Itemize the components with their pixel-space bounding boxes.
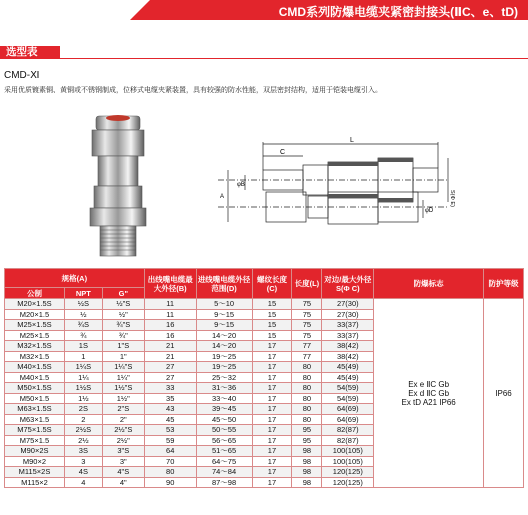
header-protection: 防护等级 (484, 269, 524, 299)
table-cell: 4 (64, 477, 102, 488)
table-cell: 11 (144, 309, 196, 320)
table-cell: 2S (64, 404, 102, 415)
table-cell: 19～25 (196, 351, 252, 362)
table-cell: 1 (64, 351, 102, 362)
dim-label-l: L (350, 137, 354, 144)
table-cell: 43 (144, 404, 196, 415)
table-cell: M25×1.5 (5, 330, 65, 341)
table-cell: 35 (144, 393, 196, 404)
header-metric: 公制 (5, 288, 65, 299)
table-cell: 17 (252, 446, 292, 457)
table-cell: 31～36 (196, 383, 252, 394)
product-photo (78, 112, 158, 260)
table-cell: 17 (252, 456, 292, 467)
table-cell: 50～55 (196, 425, 252, 436)
table-cell: M40×1.5 (5, 372, 65, 383)
table-cell: 80 (292, 383, 322, 394)
table-cell: 98 (292, 446, 322, 457)
table-cell: 17 (252, 477, 292, 488)
table-cell: 98 (292, 456, 322, 467)
table-cell: 98 (292, 467, 322, 478)
section-divider (0, 58, 528, 59)
table-cell: 15 (252, 309, 292, 320)
table-cell: ¾"S (102, 320, 144, 331)
header-cable-od: 出线嘴电缆最大外径(B) (144, 269, 196, 299)
table-cell: 15 (252, 320, 292, 331)
table-cell: 98 (292, 477, 322, 488)
table-cell: ½S (64, 299, 102, 310)
ex-mark-line: Ex e ⅡC Gb (408, 379, 450, 389)
dim-label-s: S(Φ E) (449, 190, 455, 207)
header-ex-mark: 防爆标志 (374, 269, 484, 299)
table-cell: 45 (144, 414, 196, 425)
table-cell: 64 (144, 446, 196, 457)
table-cell: 95 (292, 435, 322, 446)
header-g: G" (102, 288, 144, 299)
table-cell: M32×1.5 (5, 351, 65, 362)
table-cell: 17 (252, 435, 292, 446)
table-cell: 38(42) (322, 351, 374, 362)
table-cell: 1S (64, 341, 102, 352)
ex-mark-line: Ex d ⅡC Gb (408, 388, 450, 398)
table-cell: 4" (102, 477, 144, 488)
table-cell: 80 (292, 414, 322, 425)
table-cell: 80 (292, 393, 322, 404)
table-cell: 9～15 (196, 320, 252, 331)
table-cell: M63×1.5S (5, 404, 65, 415)
table-cell: 45(49) (322, 372, 374, 383)
table-row (5, 299, 524, 310)
table-cell: 80 (292, 362, 322, 373)
table-cell: 1½ (64, 393, 102, 404)
table-cell: 1¼" (102, 372, 144, 383)
table-cell: 33～40 (196, 393, 252, 404)
table-cell: 80 (292, 404, 322, 415)
table-cell: M40×1.5S (5, 362, 65, 373)
dim-label-phib: φB (237, 182, 245, 188)
table-cell: 82(87) (322, 435, 374, 446)
table-cell: 33 (144, 383, 196, 394)
table-cell: ½ (64, 309, 102, 320)
table-cell: 2½"S (102, 425, 144, 436)
table-cell: 17 (252, 372, 292, 383)
table-cell: 77 (292, 351, 322, 362)
table-cell: 11 (144, 299, 196, 310)
table-cell: 4"S (102, 467, 144, 478)
table-cell: 17 (252, 362, 292, 373)
table-cell: 75 (292, 309, 322, 320)
table-cell: 25～32 (196, 372, 252, 383)
table-cell: M25×1.5S (5, 320, 65, 331)
table-cell: 16 (144, 330, 196, 341)
ex-mark-line: Ex tD A21 IP66 (401, 397, 456, 407)
table-cell: 15 (252, 299, 292, 310)
table-cell: 53 (144, 425, 196, 436)
table-cell: 64(69) (322, 414, 374, 425)
dim-label-a: A (220, 194, 225, 200)
table-cell: ½"S (102, 299, 144, 310)
table-cell: 2½" (102, 435, 144, 446)
table-cell: 14～20 (196, 330, 252, 341)
table-cell: 56～65 (196, 435, 252, 446)
header-thread-len: 螺纹长度(C) (252, 269, 292, 299)
table-cell: 1¼"S (102, 362, 144, 373)
table-cell: 15 (252, 330, 292, 341)
table-cell: 1½" (102, 393, 144, 404)
table-cell: 120(125) (322, 477, 374, 488)
table-cell: M115×2 (5, 477, 65, 488)
table-cell: 100(105) (322, 456, 374, 467)
table-cell: ¾S (64, 320, 102, 331)
table-cell: 54(59) (322, 383, 374, 394)
table-cell: 17 (252, 404, 292, 415)
table-cell: M32×1.5S (5, 341, 65, 352)
table-cell: 1½S (64, 383, 102, 394)
header-length: 长度(L) (292, 269, 322, 299)
ex-mark-cell (374, 299, 484, 488)
table-cell: 80 (292, 372, 322, 383)
table-cell: 3" (102, 456, 144, 467)
dim-label-c: C (280, 149, 286, 156)
technical-drawing (208, 130, 463, 250)
table-cell: 1" (102, 351, 144, 362)
table-cell: 75 (292, 320, 322, 331)
table-cell: 27 (144, 372, 196, 383)
table-cell: 64(69) (322, 404, 374, 415)
table-cell: 87～98 (196, 477, 252, 488)
table-cell: 120(125) (322, 467, 374, 478)
table-cell: M90×2 (5, 456, 65, 467)
header-npt: NPT (64, 288, 102, 299)
table-cell: 1½"S (102, 383, 144, 394)
table-cell: 17 (252, 383, 292, 394)
table-cell: 17 (252, 425, 292, 436)
table-cell: 1¼ (64, 372, 102, 383)
table-cell: 80 (144, 467, 196, 478)
table-cell: 100(105) (322, 446, 374, 457)
table-cell: ¾" (102, 330, 144, 341)
table-cell: 17 (252, 414, 292, 425)
table-cell: 14～20 (196, 341, 252, 352)
header-cable-range: 进线嘴电缆外径范围(D) (196, 269, 252, 299)
table-cell: 33(37) (322, 320, 374, 331)
header-spec: 规格(A) (5, 269, 145, 288)
table-cell: M20×1.5S (5, 299, 65, 310)
table-cell: 39～45 (196, 404, 252, 415)
table-cell: M115×2S (5, 467, 65, 478)
table-cell: 2 (64, 414, 102, 425)
table-cell: 3S (64, 446, 102, 457)
table-cell: 27(30) (322, 299, 374, 310)
table-cell: 33(37) (322, 330, 374, 341)
table-cell: 54(59) (322, 393, 374, 404)
table-cell: 17 (252, 393, 292, 404)
header-across-flats: 对边/最大外径S(Φ C) (322, 269, 374, 299)
table-cell: 16 (144, 320, 196, 331)
protection-cell: IP66 (484, 299, 524, 488)
dim-label-phid: φD (425, 208, 434, 214)
table-cell: 1¼S (64, 362, 102, 373)
table-cell: 19～25 (196, 362, 252, 373)
table-cell: M90×2S (5, 446, 65, 457)
table-cell: 5～10 (196, 299, 252, 310)
table-cell: 1"S (102, 341, 144, 352)
table-cell: 27(30) (322, 309, 374, 320)
table-cell: 2" (102, 414, 144, 425)
table-cell: M75×1.5S (5, 425, 65, 436)
table-cell: M63×1.5 (5, 414, 65, 425)
table-cell: 4S (64, 467, 102, 478)
table-cell: ½" (102, 309, 144, 320)
table-cell: 51～65 (196, 446, 252, 457)
table-cell: 2½ (64, 435, 102, 446)
table-cell: 17 (252, 351, 292, 362)
table-cell: 70 (144, 456, 196, 467)
table-cell: ¾ (64, 330, 102, 341)
table-cell: 21 (144, 351, 196, 362)
table-cell: 9～15 (196, 309, 252, 320)
section-label: 选型表 (6, 46, 38, 58)
table-cell: 27 (144, 362, 196, 373)
table-cell: 82(87) (322, 425, 374, 436)
table-cell: M20×1.5 (5, 309, 65, 320)
table-cell: 64～75 (196, 456, 252, 467)
table-cell: 17 (252, 467, 292, 478)
table-cell: 59 (144, 435, 196, 446)
table-cell: 3 (64, 456, 102, 467)
table-cell: 2"S (102, 404, 144, 415)
spec-table (4, 268, 524, 488)
table-cell: 90 (144, 477, 196, 488)
table-cell: 17 (252, 341, 292, 352)
table-cell: 74～84 (196, 467, 252, 478)
table-cell: 45(49) (322, 362, 374, 373)
product-description: 采用优质镀素铜、黄铜或不锈钢制成，位移式电缆夹紧装置，具有较强的防水性能，双层密封结构，适用于铠装电缆引入。 (4, 87, 382, 94)
model-name: CMD-Ⅺ (4, 70, 40, 81)
table-cell: 75 (292, 330, 322, 341)
table-cell: 38(42) (322, 341, 374, 352)
table-cell: 2½S (64, 425, 102, 436)
table-cell: 95 (292, 425, 322, 436)
table-cell: M50×1.5S (5, 383, 65, 394)
table-cell: 21 (144, 341, 196, 352)
table-cell: 45～50 (196, 414, 252, 425)
table-cell: 3"S (102, 446, 144, 457)
table-cell: M75×1.5 (5, 435, 65, 446)
table-cell: M50×1.5 (5, 393, 65, 404)
page-title: CMD系列防爆电缆夹紧密封接头(ⅡC、e、tD) (278, 5, 518, 19)
table-cell: 77 (292, 341, 322, 352)
table-cell: 75 (292, 299, 322, 310)
